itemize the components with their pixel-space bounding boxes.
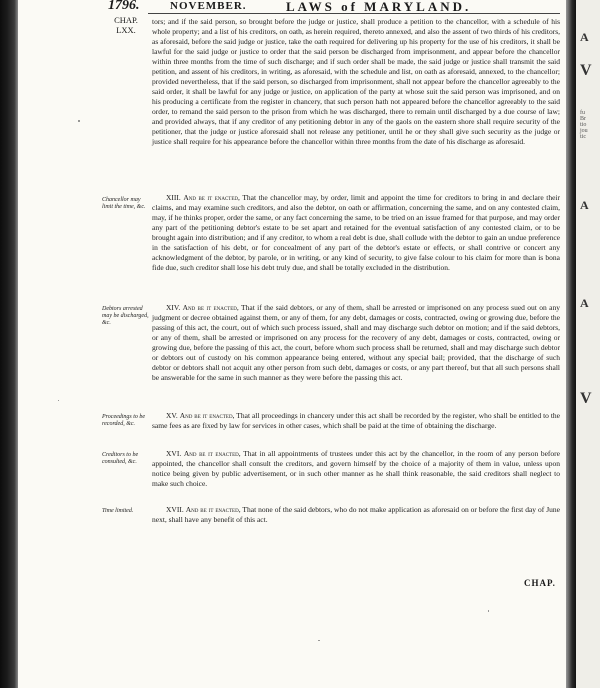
page-year: 1796.: [108, 0, 140, 13]
continuation-paragraph: tors; and if the said person, so brought before the judge or justice, shall produce a petition to the chancellor, with a schedule of his whole property; and a list of his creditors, on oath, as herein required, thereto annexed, and also the assent of two thirds of his creditors, as aforesaid, before the said judge or justice, take the oath required for delivering up his property for the use of his creditors, it shall be lawful for the said judge or justice to order that the said person be discharged from imprisonment, and appear before the chancellor within three months from the time of such discharge; and if such order shall be made, the said judge or justice shall transmit the said petition, and assent of his creditors, in writing, as aforesaid, with the schedule and list, on oath as aforesaid, annexed, to the chancellor; provided nevertheless, that if the said person, so discharged from imprisonment, shall not appear before the chancellor agreeably to the said order, it shall be lawful for any judge or justice, on application of the party at whose suit the said person was imprisoned, and on his producing a certificate from the register in chancery, that such person hath not appeared before the chancellor agreeably to the said order, to remand the said person to the prison from which he was discharged, there to remain until discharged by a due course of law; and provided always, that if any creditor of any petitioning debtor in any of the gaols on the eastern shore shall require security of the petitioner, that the judge or justice aforesaid shall not release any petitioner, until he or they shall give such security as the judge or justice shall require for his appearance before the chancellor within three months from the date of his discharge as aforesaid.: [152, 17, 560, 146]
scan-speck: [58, 400, 59, 401]
chapter-number: LXX.: [116, 25, 136, 35]
enacting-clause: And be it enacted,: [182, 303, 239, 312]
enacting-clause: And be it enacted,: [183, 193, 240, 202]
margin-note-xvi: Creditors to be consulted, &c.: [102, 452, 139, 465]
section-number: XIII.: [166, 193, 181, 202]
scan-speck: [318, 640, 320, 641]
scan-speck: [488, 610, 489, 612]
margin-note-xiii: Chancellor may limit the time, &c.: [102, 197, 146, 210]
chapter-marker: [104, 15, 148, 35]
edge-fragment: A: [580, 30, 589, 44]
catchword: CHAP.: [524, 578, 556, 588]
section-xvi: [152, 449, 560, 489]
section-number: XVII.: [166, 505, 184, 514]
section-text: That in all appointments of trustees under this act by the chancellor, in the room of any person before appointed, the chancellor shall consult the creditors, and govern himself by the choice of a majority of them in value, unless upon notice being given by public advertisement, or in such other manner as he shall think reasonable, the said creditors shall neglect to make such choice.: [152, 449, 560, 488]
section-text: That the chancellor may, by order, limit and appoint the time for creditors to bring in and declare their claims, and may examine such creditors, and also the debtor, on oath or affirmation, concerning the same, and on any contested claim, may, if he thinks proper, order the same, or any fact concerning the same, to be tried on an issue framed for that purpose, and may order any part of the petitioning debtor's estate to be set apart and retained for the eventual satisfaction of any contested claim, or to be brought again into distribution; and if any creditor, to whom a real debt is due, shall collude with the debtor to gain an undue preference in the satisfaction of his debt, or for concealment of any part of the debtor's estate or effects, or shall contrive or concert any acknowledgment of the debtor, by parole, or in writing, or any kind of security, to give false colour to his claim for more than is bona fide due, such creditor shall lose his debt truly due, and shall be totally excluded in the distribution.: [152, 193, 560, 272]
section-text: That none of the said debtors, who do not make application as aforesaid on or before the first day of June next, shall have any benefit of this act.: [152, 505, 561, 524]
page-gutter: [566, 0, 576, 688]
scan-speck: [78, 120, 80, 122]
enacting-clause: And be it enacted,: [185, 505, 241, 514]
edge-fragment: V: [580, 62, 592, 79]
book-binding-shadow: [0, 0, 18, 688]
section-xiii: [152, 193, 560, 273]
edge-text-fragment: fu Br tio jou tic: [580, 110, 588, 140]
running-title: LAWS of MARYLAND.: [286, 0, 472, 14]
section-number: XIV.: [166, 303, 181, 312]
section-text: That if the said debtors, or any of them, shall be arrested or imprisoned on any process sued out on any judgment or decree obtained against them, or any of them, for any debt, damages or costs, contracted, owing or growing due, before the passing of this act, the court, out of which such process issued, shall and may discharge such debtor on motion; and if the said debtors, or any of them, shall be arrested or imprisoned on any process for the recovery of any debt, damages or costs, contracted, owing or growing due, before the passing of this act, the court, before whom such process shall be returned, shall and may discharge such debtor or debtors out of custody on his common appearance being entered, without any special bail; provided, that the discharge of such debtor or debtors shall not acquit any other person from such debt, damages or costs, or any part thereof, but that all such persons shall be answerable for the same in such manner as they were before the passing this act.: [152, 303, 561, 382]
enacting-clause: And be it enacted,: [183, 449, 241, 458]
book-page: [18, 0, 566, 688]
margin-note-xvii: Time limited.: [102, 508, 134, 514]
section-xv: [152, 411, 560, 431]
edge-fragment: A: [580, 296, 589, 310]
chapter-label: CHAP.: [114, 15, 138, 25]
section-text: That all proceedings in chancery under this act shall be recorded by the register, who shall be entitled to the same fees as are fixed by law for services in other cases, which shall be paid at the time of obtaining the discharge.: [152, 411, 561, 430]
page-header: [18, 0, 566, 14]
adjacent-page-edge: [576, 0, 600, 688]
section-xiv: [152, 303, 560, 383]
section-number: XVI.: [166, 449, 182, 458]
margin-note-xiv: Debtors arrested may be discharged, &c.: [102, 306, 149, 326]
enacting-clause: And be it enacted,: [179, 411, 235, 420]
edge-fragment: A: [580, 198, 589, 212]
header-rule: [148, 13, 560, 14]
margin-note-xv: Proceedings to be recorded, &c.: [102, 414, 146, 427]
edge-fragment: V: [580, 390, 592, 407]
section-number: XV.: [166, 411, 178, 420]
page-month: NOVEMBER.: [170, 0, 247, 12]
section-xvii: [152, 505, 560, 525]
